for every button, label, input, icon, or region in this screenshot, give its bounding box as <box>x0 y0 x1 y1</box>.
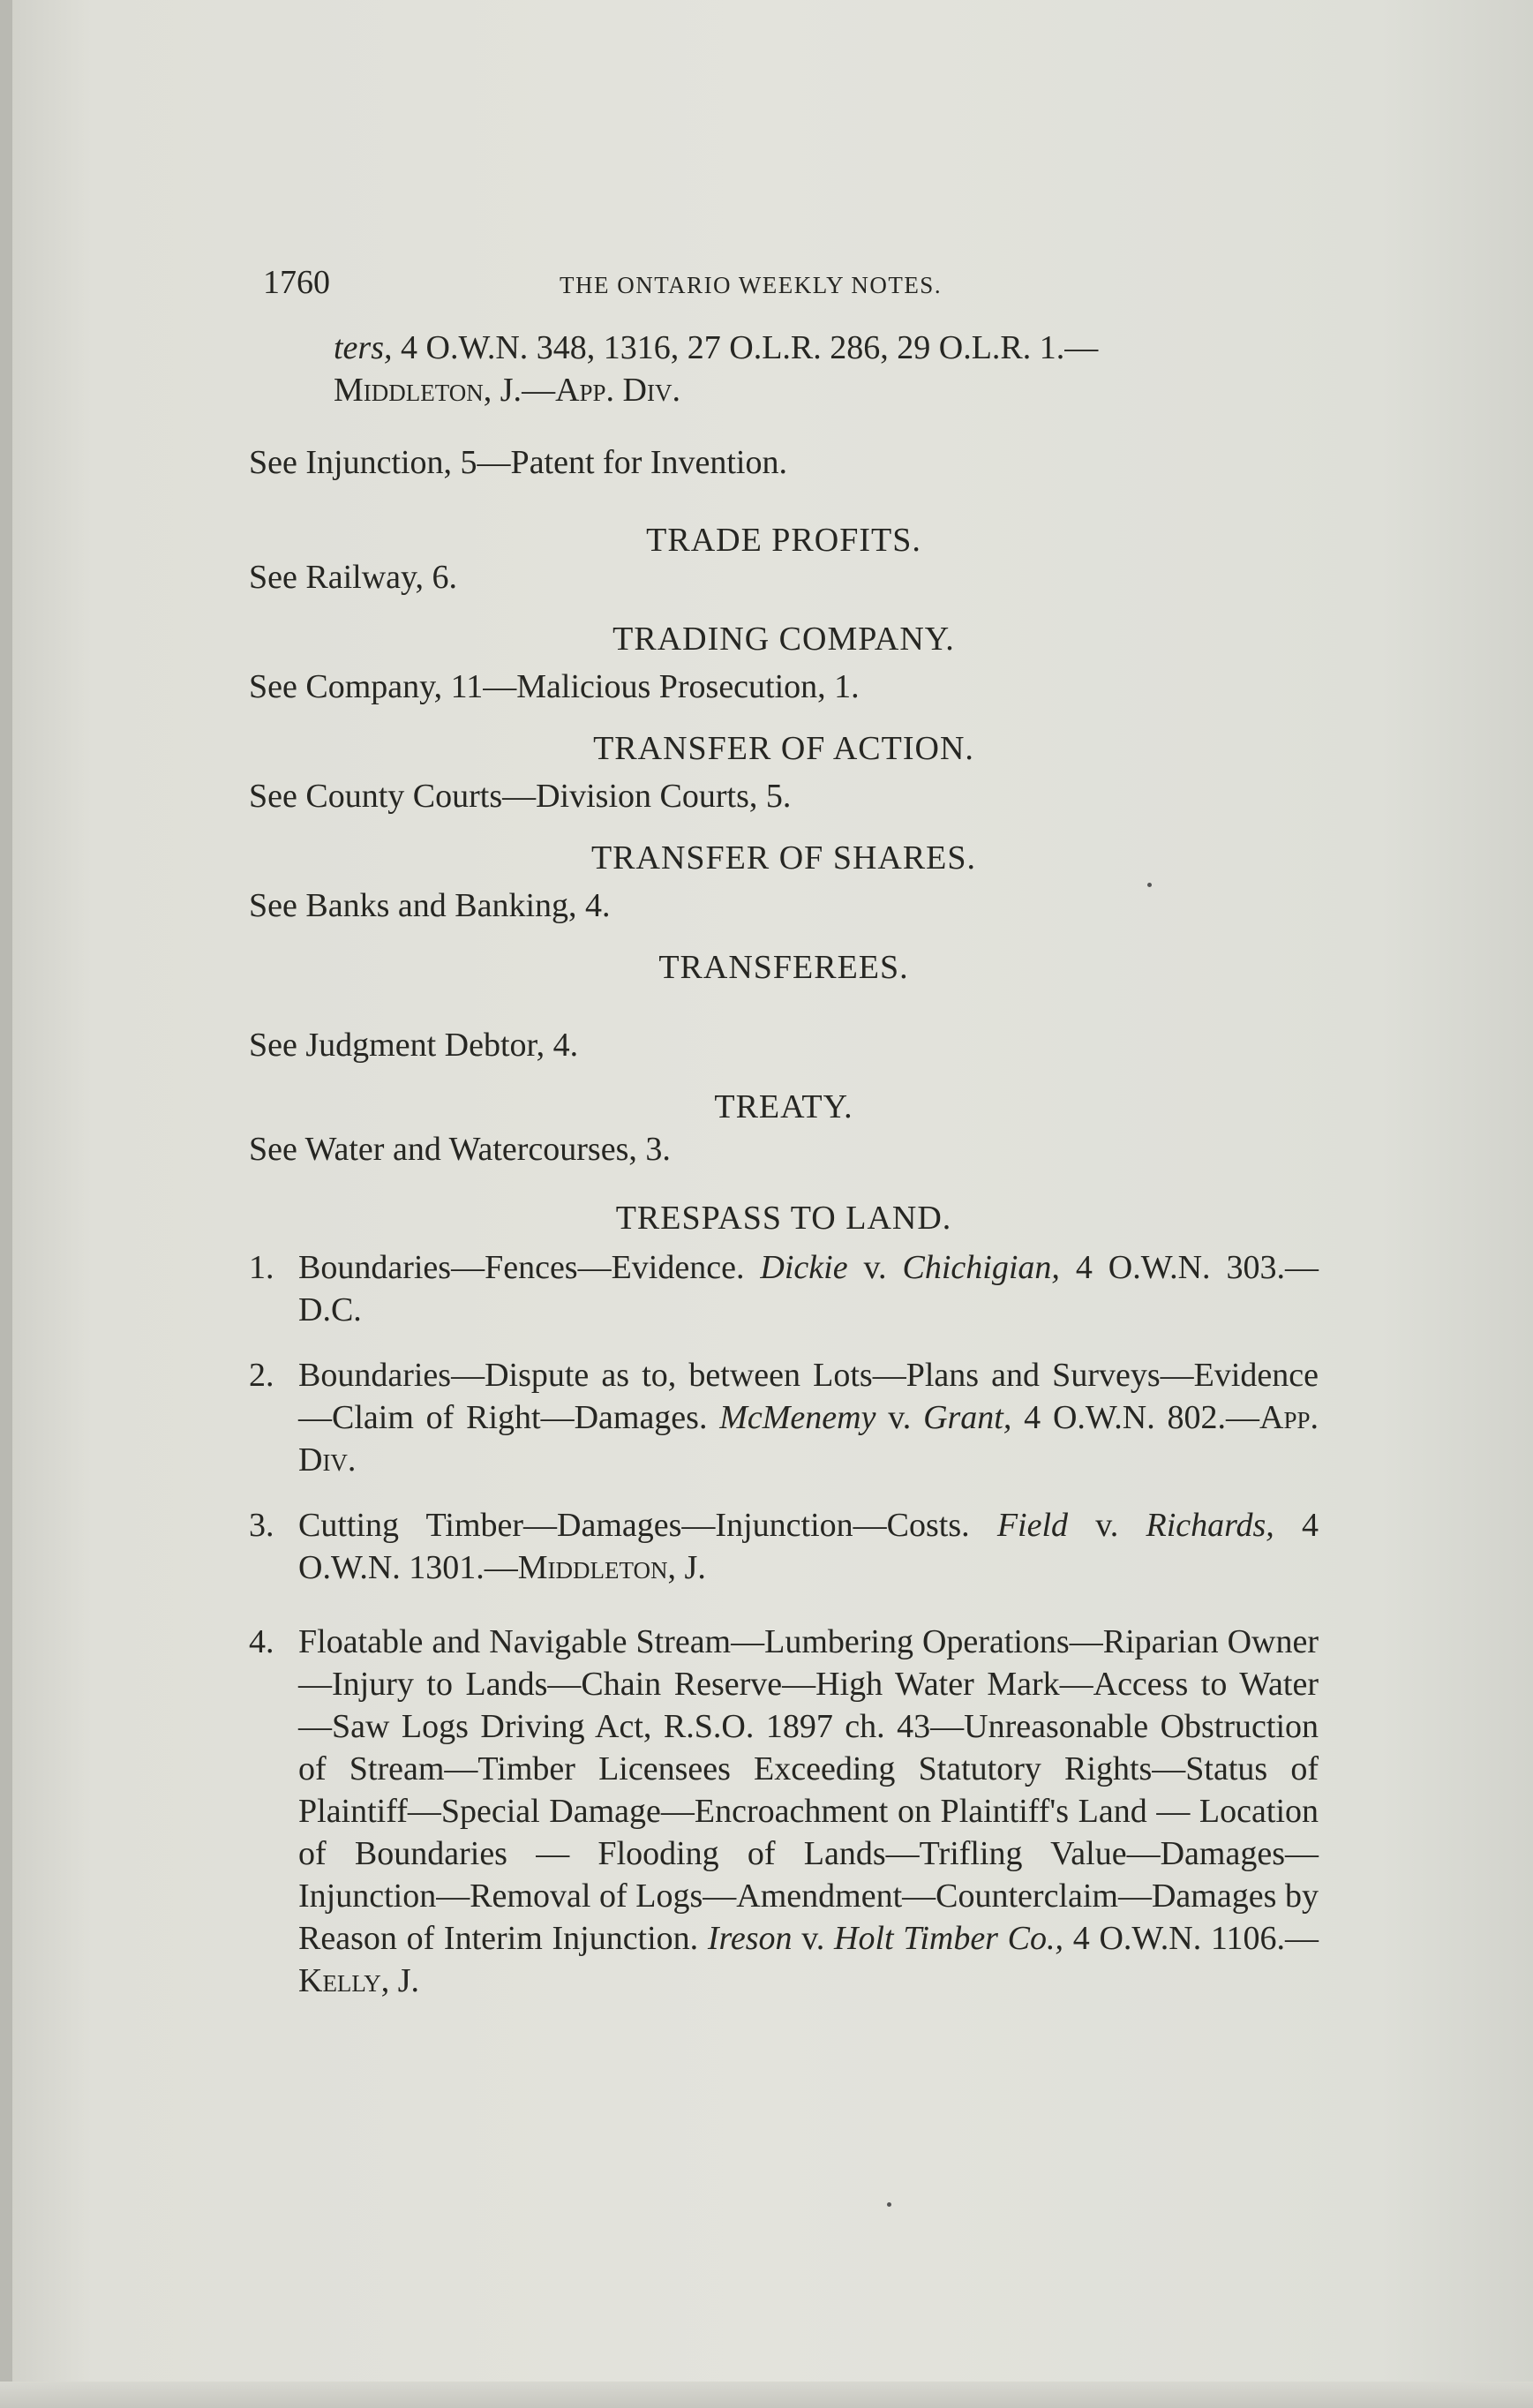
section-heading: TREATY. <box>714 1088 853 1125</box>
section-heading: TRANSFER OF ACTION. <box>593 730 974 767</box>
see-reference: See Injunction, 5—Patent for Invention. <box>249 444 787 481</box>
judge-name: Kelly, J. <box>298 1962 420 1999</box>
case-party: Holt Timber Co., <box>834 1920 1064 1957</box>
case-party: Chichigian, <box>902 1249 1060 1286</box>
see-reference: See Banks and Banking, 4. <box>249 887 611 924</box>
digest-entry <box>249 1246 1319 1331</box>
entry-body <box>298 1354 1319 1481</box>
see-reference: See Company, 11—Malicious Prosecution, 1. <box>249 668 860 705</box>
entry-number: 2. <box>249 1357 274 1394</box>
entry-text: Floatable and Navigable Stream—Lumbering Operations—Riparian Owner—Injury to Lands—Chain Reserve—High Water Mark—Access to Water—Saw Logs Driving Act, R.S.O. 1897 ch. 43—Unreasonable Obstruction of Stream—Timber Licensees Exceeding Statutory Rights—Status of Plaintiff—Special Damage—Encroachment on Plaintiff's Land — Location of Boundaries — Flooding of Lands—Trifling Value—Damages—Injunction—Removal of Logs—Amendment—Counterclaim—Damages by Reason of Interim Injunction. <box>298 1623 1319 1957</box>
entry-text: Cutting Timber—Damages—Injunction—Costs. <box>298 1507 997 1544</box>
court-name: App. Div. <box>298 1399 1319 1479</box>
running-head <box>249 261 1319 305</box>
page-binding-edge <box>0 0 12 2408</box>
section-heading: TRANSFEREES. <box>658 949 909 986</box>
see-reference: See Water and Watercourses, 3. <box>249 1131 671 1168</box>
entry-body <box>298 1504 1319 1589</box>
case-party: McMenemy <box>719 1399 876 1436</box>
judge-name: Middleton, J. <box>334 372 522 409</box>
judge-name: Middleton, J. <box>517 1549 706 1586</box>
see-reference: See County Courts—Division Courts, 5. <box>249 778 792 815</box>
citation: 4 O.W.N. 802.— <box>1011 1399 1259 1436</box>
see-reference: See Judgment Debtor, 4. <box>249 1027 579 1064</box>
digest-entry <box>249 1504 1319 1589</box>
citation: 4 O.W.N. 1301.— <box>298 1507 1319 1586</box>
entry-body <box>298 1621 1319 2002</box>
continuation-entry <box>249 327 1319 411</box>
page-text <box>249 261 1319 2002</box>
case-name-fragment: ters, <box>334 329 393 366</box>
page-number: 1760 <box>263 264 330 301</box>
citation: 4 O.W.N. 348, 1316, 27 O.L.R. 286, 29 O.L.R. 1.— <box>392 329 1099 366</box>
running-title: THE ONTARIO WEEKLY NOTES. <box>560 272 943 298</box>
paper-speck <box>1147 883 1152 887</box>
case-party: Ireson <box>707 1920 793 1957</box>
digest-entry <box>249 1621 1319 2002</box>
entry-text: Boundaries—Dispute as to, between Lots—Plans and Surveys—Evidence—Claim of Right—Damages. <box>298 1357 1319 1436</box>
entry-text: Boundaries—Fences—Evidence. <box>298 1249 761 1286</box>
entry-body <box>298 1246 1319 1331</box>
entry-number: 4. <box>249 1623 274 1660</box>
page-bottom-edge <box>0 2382 1533 2408</box>
versus: v. <box>847 1249 903 1286</box>
versus: v. <box>875 1399 924 1436</box>
case-party: Dickie <box>760 1249 848 1286</box>
section-heading: TRANSFER OF SHARES. <box>590 839 977 877</box>
section-heading: TRADING COMPANY. <box>612 621 955 658</box>
citation: 4 O.W.N. 303.—D.C. <box>298 1249 1319 1328</box>
citation: 4 O.W.N. 1106.— <box>1063 1920 1319 1957</box>
section-heading: TRADE PROFITS. <box>646 522 921 559</box>
case-party: Grant, <box>923 1399 1012 1436</box>
see-reference: See Railway, 6. <box>249 559 458 596</box>
versus: v. <box>1068 1507 1146 1544</box>
court-name: App. Div. <box>555 372 680 409</box>
paper-speck <box>887 2202 891 2207</box>
separator: — <box>522 372 556 409</box>
case-party: Richards, <box>1146 1507 1274 1544</box>
entry-number: 1. <box>249 1249 274 1286</box>
entry-number: 3. <box>249 1507 274 1544</box>
case-party: Field <box>996 1507 1069 1544</box>
versus: v. <box>792 1920 835 1957</box>
section-heading: TRESPASS TO LAND. <box>615 1200 952 1237</box>
digest-entry <box>249 1354 1319 1481</box>
